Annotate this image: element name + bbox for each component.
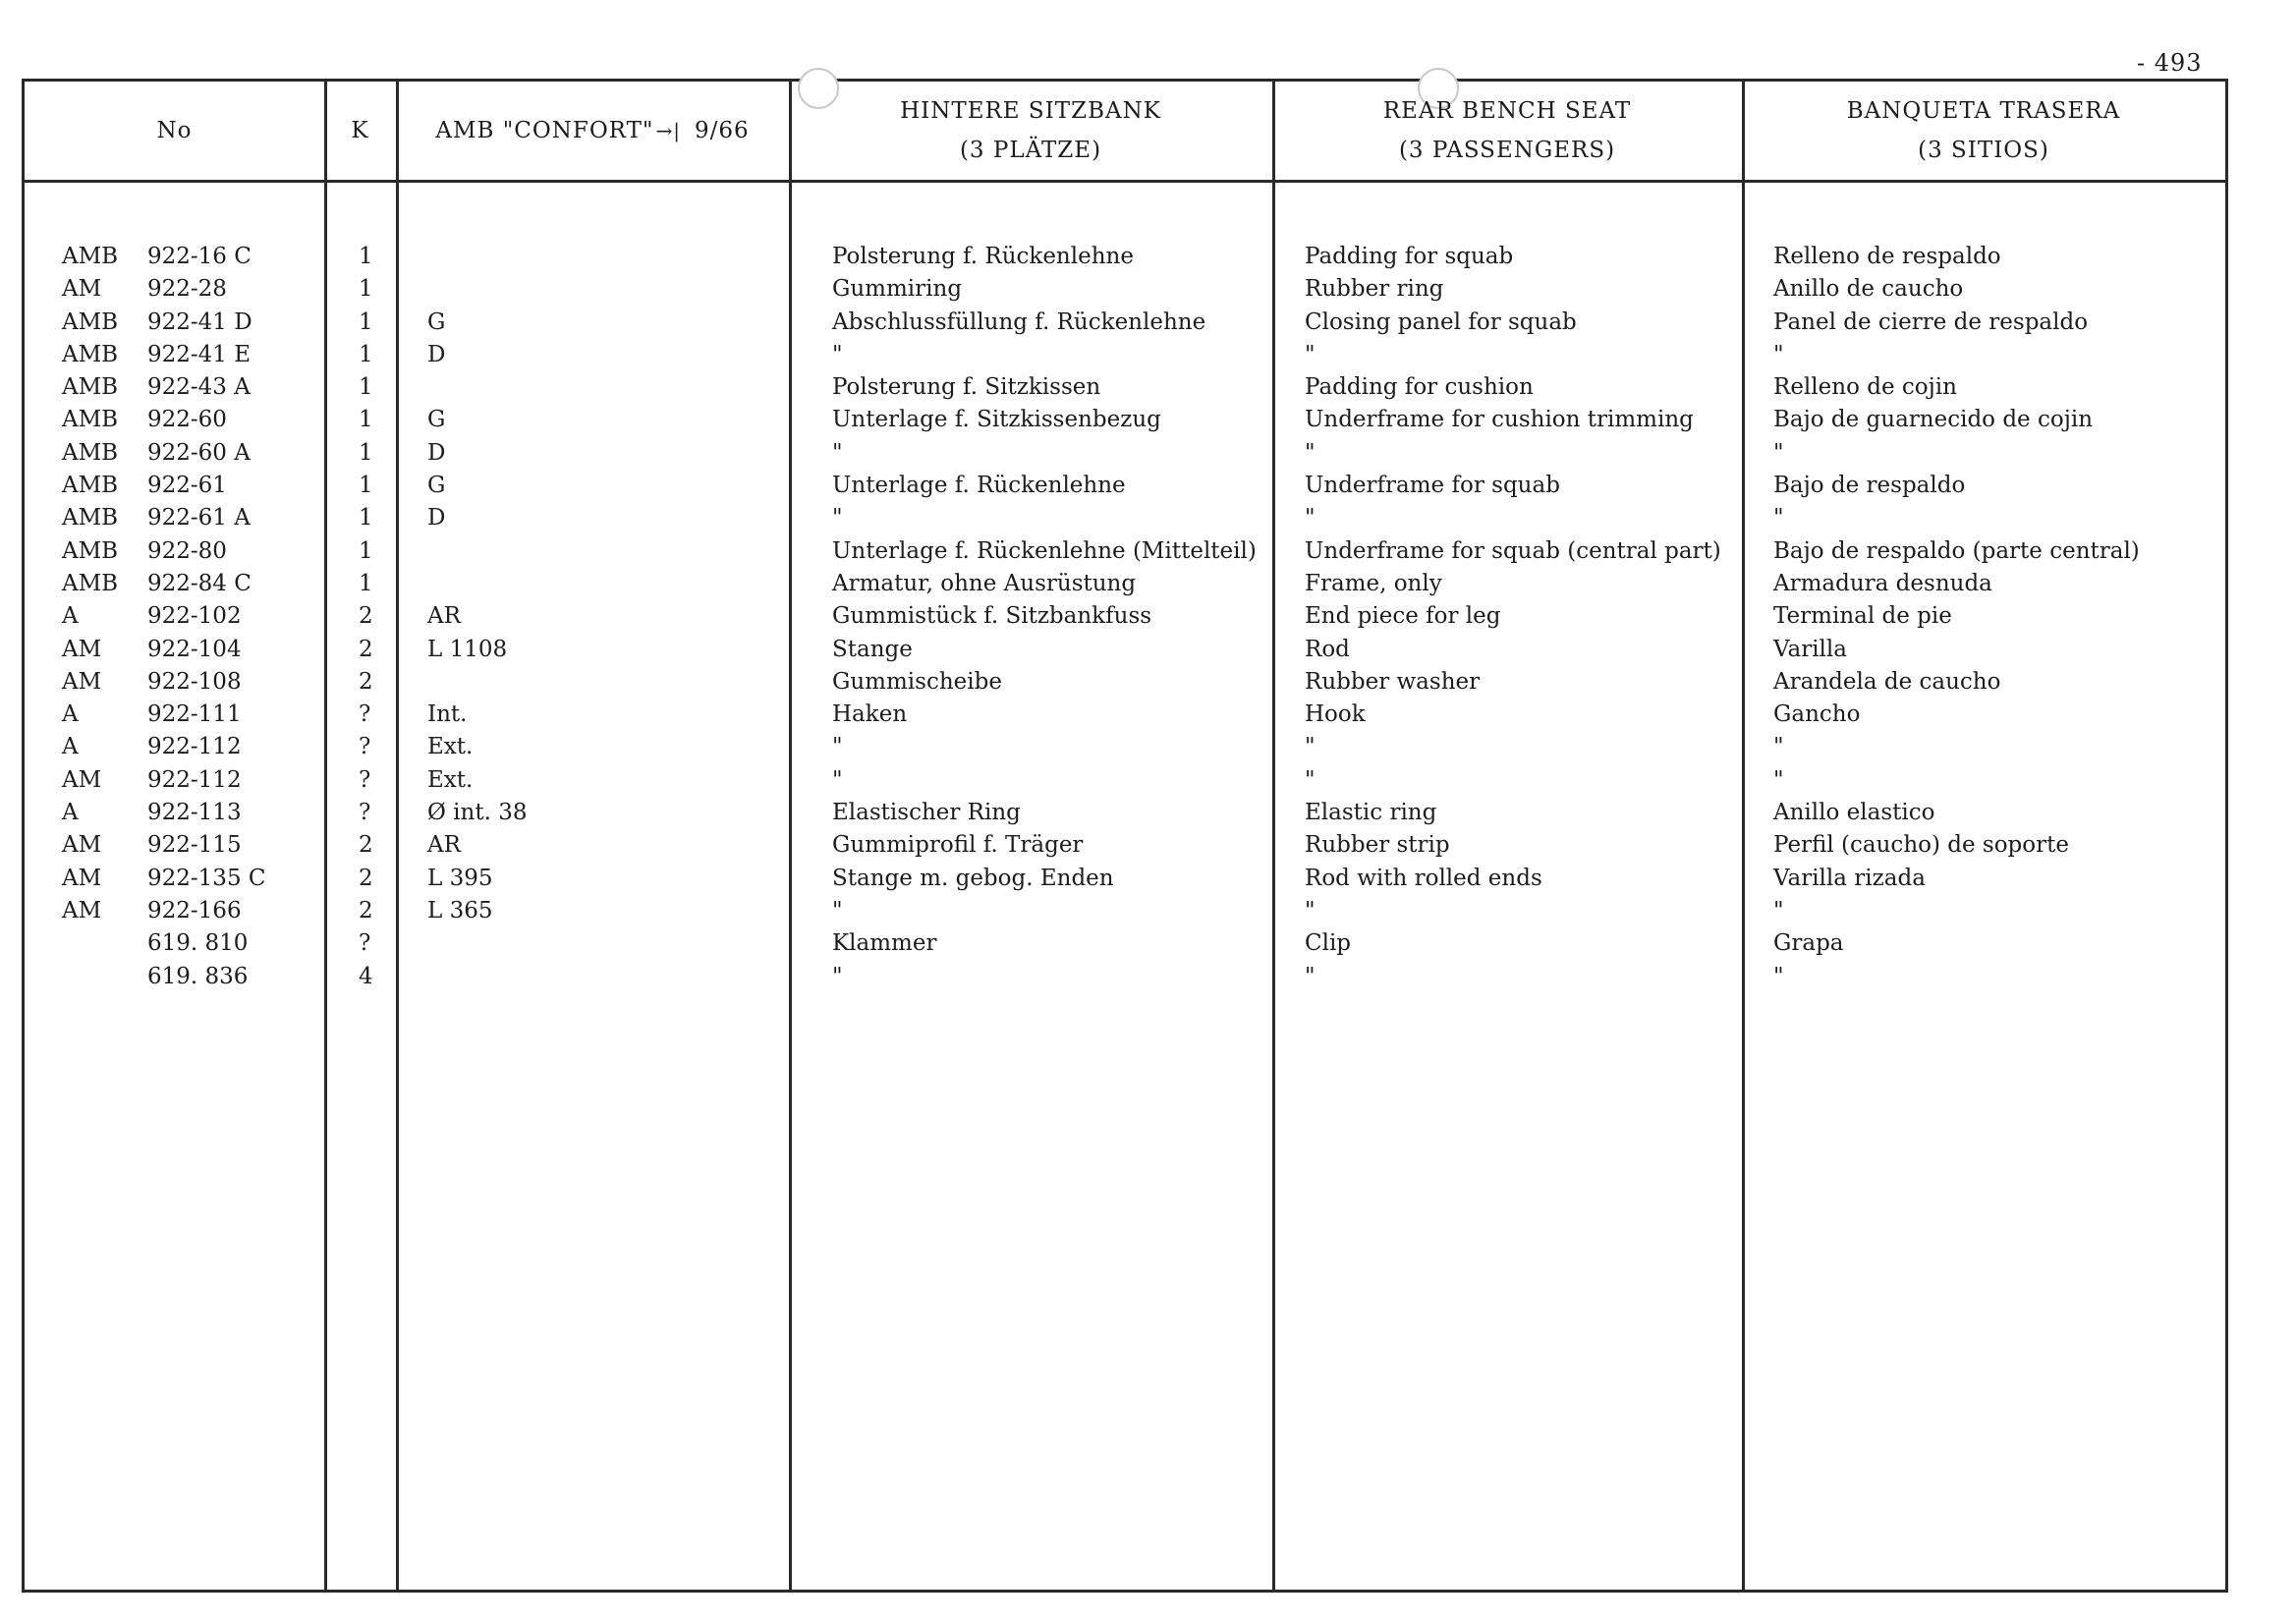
part-description-german: Gummistück f. Sitzbankfuss — [832, 603, 1152, 630]
header-k-label: K — [351, 118, 369, 143]
part-variant: D — [427, 439, 446, 466]
table-row — [25, 666, 2225, 699]
part-quantity: 1 — [359, 308, 373, 335]
part-description-spanish: Armadura desnuda — [1773, 570, 1992, 596]
part-quantity: 2 — [359, 897, 373, 924]
part-prefix: AMB — [62, 439, 119, 466]
table-row — [25, 699, 2225, 731]
table-row — [25, 634, 2225, 666]
part-prefix: AMB — [62, 341, 119, 367]
part-quantity: 2 — [359, 832, 373, 859]
part-description-german: Gummiprofil f. Träger — [832, 832, 1084, 859]
table-row — [25, 797, 2225, 829]
part-number: 922-61 A — [147, 505, 251, 532]
part-description-spanish: " — [1773, 439, 1784, 466]
part-quantity: 2 — [359, 865, 373, 891]
part-prefix: AMB — [62, 505, 119, 532]
part-variant: L 395 — [427, 865, 493, 891]
part-description-english: " — [1305, 439, 1316, 466]
part-number: 922-102 — [147, 603, 242, 630]
part-description-german: " — [832, 766, 843, 793]
part-description-german: Klammer — [832, 930, 937, 957]
part-number: 922-41 E — [147, 341, 252, 367]
table-row — [25, 731, 2225, 763]
part-description-german: Armatur, ohne Ausrüstung — [832, 570, 1137, 596]
part-description-german: Abschlussfüllung f. Rückenlehne — [832, 308, 1206, 335]
part-description-spanish: " — [1773, 766, 1784, 793]
table-row — [25, 863, 2225, 895]
part-prefix: AMB — [62, 374, 119, 401]
part-quantity: ? — [359, 766, 371, 793]
part-number: 922-16 C — [147, 244, 252, 269]
part-description-german: Polsterung f. Sitzkissen — [832, 374, 1101, 401]
part-quantity: ? — [359, 800, 371, 826]
part-description-english: Rubber washer — [1305, 668, 1481, 695]
part-number: 922-80 — [147, 537, 227, 564]
part-prefix: AM — [62, 668, 102, 695]
part-variant: D — [427, 341, 446, 367]
part-description-english: Underframe for squab (central part) — [1305, 537, 1721, 564]
part-quantity: 1 — [359, 439, 373, 466]
part-variant: AR — [427, 832, 461, 859]
part-description-german: Unterlage f. Rückenlehne — [832, 473, 1126, 499]
table-row — [25, 371, 2225, 404]
part-description-english: " — [1305, 734, 1316, 760]
part-variant: L 365 — [427, 897, 493, 924]
part-prefix: A — [62, 800, 79, 826]
part-quantity: 1 — [359, 570, 373, 596]
page-number: - 493 — [2137, 49, 2203, 77]
part-description-spanish: " — [1773, 341, 1784, 367]
part-quantity: 2 — [359, 603, 373, 630]
part-description-german: " — [832, 734, 843, 760]
part-quantity: 2 — [359, 668, 373, 695]
table-row — [25, 829, 2225, 862]
part-description-english: Rubber strip — [1305, 832, 1450, 859]
part-description-english: Clip — [1305, 930, 1352, 957]
part-prefix: A — [62, 701, 79, 728]
header-english-title: REAR BENCH SEAT — [1382, 98, 1632, 124]
part-quantity: 1 — [359, 341, 373, 367]
part-number: 922-111 — [147, 701, 242, 728]
parts-table — [22, 79, 2228, 1593]
header-divider — [25, 180, 2225, 183]
part-number: 922-108 — [147, 668, 242, 695]
part-description-spanish: Relleno de cojin — [1773, 374, 1957, 401]
part-number: 922-60 A — [147, 439, 251, 466]
part-description-english: Rod — [1305, 636, 1350, 662]
part-number: 922-84 C — [147, 570, 252, 596]
part-description-english: Frame, only — [1305, 570, 1442, 596]
part-number: 922-135 C — [147, 865, 266, 891]
part-description-english: Underframe for squab — [1305, 473, 1560, 499]
header-no — [25, 82, 324, 180]
header-amb — [396, 82, 789, 180]
part-description-english: " — [1305, 963, 1316, 989]
part-quantity: 2 — [359, 636, 373, 662]
part-description-spanish: Relleno de respaldo — [1773, 244, 2001, 269]
part-description-german: Unterlage f. Rückenlehne (Mittelteil) — [832, 537, 1257, 564]
table-row — [25, 927, 2225, 960]
header-english — [1272, 82, 1742, 180]
table-row — [25, 470, 2225, 502]
part-quantity: 1 — [359, 276, 373, 303]
part-description-spanish: Gancho — [1773, 701, 1861, 728]
table-row — [25, 502, 2225, 534]
part-number: 922-60 — [147, 407, 227, 433]
part-number: 619. 810 — [147, 930, 249, 957]
part-prefix: AM — [62, 832, 102, 859]
part-variant: G — [427, 407, 446, 433]
header-german — [789, 82, 1272, 180]
part-variant: G — [427, 473, 446, 499]
header-k — [324, 82, 396, 180]
table-row — [25, 404, 2225, 436]
part-number: 922-104 — [147, 636, 242, 662]
part-description-spanish: Bajo de respaldo (parte central) — [1773, 537, 2140, 564]
header-english-subtitle: (3 PASSENGERS) — [1398, 138, 1616, 163]
part-prefix: AM — [62, 766, 102, 793]
part-description-english: End piece for leg — [1305, 603, 1501, 630]
part-description-german: " — [832, 963, 843, 989]
table-row — [25, 764, 2225, 797]
header-german-subtitle: (3 PLÄTZE) — [959, 138, 1102, 163]
part-description-spanish: Perfil (caucho) de soporte — [1773, 832, 2069, 859]
part-description-german: Stange m. gebog. Enden — [832, 865, 1114, 891]
part-prefix: AMB — [62, 473, 119, 499]
part-quantity: 1 — [359, 505, 373, 532]
header-no-label: No — [156, 118, 193, 143]
table-row — [25, 437, 2225, 470]
part-description-spanish: " — [1773, 963, 1784, 989]
part-description-spanish: Grapa — [1773, 930, 1844, 957]
part-number: 922-112 — [147, 766, 242, 793]
table-row — [25, 535, 2225, 568]
part-description-spanish: " — [1773, 734, 1784, 760]
part-description-spanish: Anillo elastico — [1773, 800, 1935, 826]
part-variant: AR — [427, 603, 461, 630]
table-row — [25, 568, 2225, 600]
part-description-spanish: Bajo de guarnecido de cojin — [1773, 407, 2094, 433]
part-description-english: Padding for squab — [1305, 244, 1514, 269]
part-description-german: Gummischeibe — [832, 668, 1002, 695]
part-description-german: " — [832, 505, 843, 532]
part-number: 922-113 — [147, 800, 242, 826]
part-quantity: 4 — [359, 963, 373, 989]
part-prefix: AMB — [62, 308, 119, 335]
part-quantity: 1 — [359, 473, 373, 499]
part-description-german: Unterlage f. Sitzkissenbezug — [832, 407, 1161, 433]
part-description-english: Underframe for cushion trimming — [1305, 407, 1694, 433]
part-description-english: Hook — [1305, 701, 1366, 728]
part-description-english: Elastic ring — [1305, 800, 1437, 826]
part-prefix: A — [62, 603, 79, 630]
part-variant: Ext. — [427, 734, 474, 760]
part-prefix: AMB — [62, 537, 119, 564]
table-row — [25, 600, 2225, 633]
part-variant: Int. — [427, 701, 468, 728]
part-description-spanish: Anillo de caucho — [1773, 276, 1964, 303]
header-spanish — [1742, 82, 2225, 180]
table-row — [25, 339, 2225, 371]
part-number: 922-41 D — [147, 308, 252, 335]
part-prefix: AM — [62, 865, 102, 891]
part-quantity: ? — [359, 734, 371, 760]
part-description-spanish: Varilla — [1773, 636, 1847, 662]
table-row — [25, 241, 2225, 273]
table-row — [25, 961, 2225, 993]
header-amb-date: 9/66 — [695, 118, 750, 143]
part-description-spanish: Panel de cierre de respaldo — [1773, 308, 2089, 335]
part-number: 922-43 A — [147, 374, 251, 401]
part-number: 922-112 — [147, 734, 242, 760]
part-prefix: AM — [62, 636, 102, 662]
part-description-spanish: Arandela de caucho — [1773, 668, 2001, 695]
part-description-english: " — [1305, 766, 1316, 793]
part-description-spanish: Bajo de respaldo — [1773, 473, 1966, 499]
table-row — [25, 895, 2225, 927]
part-prefix: AMB — [62, 244, 119, 269]
part-number: 922-28 — [147, 276, 227, 303]
part-number: 922-166 — [147, 897, 242, 924]
table-row — [25, 273, 2225, 306]
part-quantity: 1 — [359, 537, 373, 564]
part-description-german: " — [832, 439, 843, 466]
part-prefix: A — [62, 734, 79, 760]
part-prefix: AM — [62, 897, 102, 924]
arrow-bar-icon: →| — [655, 119, 682, 142]
part-quantity: 1 — [359, 407, 373, 433]
part-description-spanish: " — [1773, 897, 1784, 924]
part-variant: L 1108 — [427, 636, 508, 662]
part-description-english: Closing panel for squab — [1305, 308, 1577, 335]
header-german-title: HINTERE SITZBANK — [900, 98, 1161, 124]
part-description-english: " — [1305, 897, 1316, 924]
part-description-english: Padding for cushion — [1305, 374, 1534, 401]
part-number: 922-115 — [147, 832, 242, 859]
part-number: 922-61 — [147, 473, 227, 499]
part-description-english: Rubber ring — [1305, 276, 1444, 303]
part-quantity: ? — [359, 930, 371, 957]
part-description-english: " — [1305, 341, 1316, 367]
part-prefix: AM — [62, 276, 102, 303]
parts-rows — [25, 241, 2225, 993]
part-variant: Ø int. 38 — [427, 800, 528, 826]
part-number: 619. 836 — [147, 963, 249, 989]
part-variant: G — [427, 308, 446, 335]
part-description-german: Haken — [832, 701, 908, 728]
header-amb-label: AMB "CONFORT" — [435, 118, 654, 143]
part-description-spanish: " — [1773, 505, 1784, 532]
part-description-german: Polsterung f. Rückenlehne — [832, 244, 1134, 269]
part-prefix: AMB — [62, 407, 119, 433]
header-spanish-subtitle: (3 SITIOS) — [1918, 138, 2049, 163]
table-row — [25, 307, 2225, 339]
part-quantity: 1 — [359, 374, 373, 401]
part-description-english: Rod with rolled ends — [1305, 865, 1542, 891]
header-spanish-title: BANQUETA TRASERA — [1846, 98, 2121, 124]
part-variant: D — [427, 505, 446, 532]
part-description-german: Gummiring — [832, 276, 963, 303]
part-description-german: Stange — [832, 636, 913, 662]
part-prefix: AMB — [62, 570, 119, 596]
part-description-german: " — [832, 341, 843, 367]
part-description-spanish: Terminal de pie — [1773, 603, 1952, 630]
part-quantity: 1 — [359, 244, 373, 269]
part-description-german: " — [832, 897, 843, 924]
part-quantity: ? — [359, 701, 371, 728]
part-description-english: " — [1305, 505, 1316, 532]
part-description-german: Elastischer Ring — [832, 800, 1021, 826]
part-description-spanish: Varilla rizada — [1773, 865, 1926, 891]
part-variant: Ext. — [427, 766, 474, 793]
